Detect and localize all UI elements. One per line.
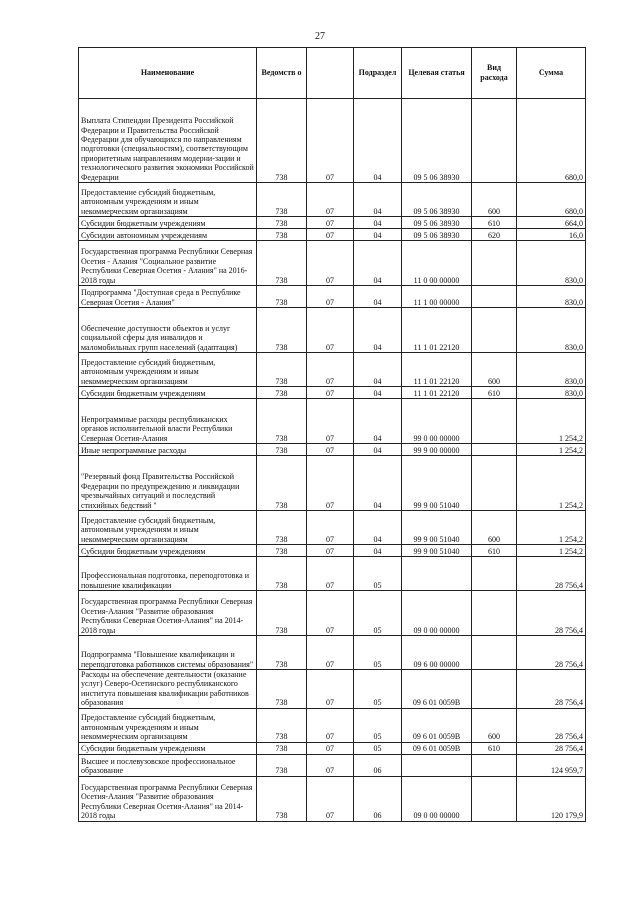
cell-vid bbox=[472, 591, 517, 636]
cell-razdel: 07 bbox=[307, 557, 354, 591]
cell-name: Предоставление субсидий бюджетным, автономным учреждениям и иным некоммерческим организациям bbox=[79, 183, 257, 217]
cell-podrazdel: 04 bbox=[354, 308, 402, 353]
cell-celevaya: 11 1 01 22120 bbox=[402, 308, 472, 353]
cell-vid: 620 bbox=[472, 229, 517, 241]
cell-celevaya: 09 0 00 00000 bbox=[402, 591, 472, 636]
cell-summa: 1 254,2 bbox=[517, 456, 586, 511]
cell-name: Непрограммные расходы республиканских органов исполнительной власти Республики Северная Осетия-Алания bbox=[79, 399, 257, 444]
col-header-vid: Вид расхода bbox=[472, 48, 517, 99]
col-header-vedomstvo: Ведомств о bbox=[257, 48, 307, 99]
cell-razdel: 07 bbox=[307, 754, 354, 776]
table-row bbox=[79, 444, 586, 456]
cell-celevaya: 09 5 06 38930 bbox=[402, 99, 472, 183]
table-row bbox=[79, 754, 586, 776]
cell-name: Иные непрограммные расходы bbox=[79, 444, 257, 456]
cell-vid bbox=[472, 776, 517, 821]
cell-celevaya bbox=[402, 557, 472, 591]
cell-vedomstvo: 738 bbox=[257, 217, 307, 229]
cell-vid: 610 bbox=[472, 217, 517, 229]
table-row bbox=[79, 286, 586, 308]
cell-podrazdel: 04 bbox=[354, 183, 402, 217]
cell-podrazdel: 04 bbox=[354, 217, 402, 229]
cell-razdel: 07 bbox=[307, 708, 354, 742]
cell-vedomstvo: 738 bbox=[257, 708, 307, 742]
cell-summa: 1 254,2 bbox=[517, 399, 586, 444]
cell-summa: 28 756,4 bbox=[517, 591, 586, 636]
cell-vid bbox=[472, 99, 517, 183]
cell-razdel: 07 bbox=[307, 217, 354, 229]
cell-vid: 610 bbox=[472, 545, 517, 557]
cell-razdel: 07 bbox=[307, 591, 354, 636]
cell-vedomstvo: 738 bbox=[257, 456, 307, 511]
cell-vid: 610 bbox=[472, 742, 517, 754]
table-row bbox=[79, 557, 586, 591]
cell-razdel: 07 bbox=[307, 456, 354, 511]
cell-vedomstvo: 738 bbox=[257, 241, 307, 286]
cell-celevaya: 99 9 00 51040 bbox=[402, 456, 472, 511]
cell-vedomstvo: 738 bbox=[257, 591, 307, 636]
table-row bbox=[79, 511, 586, 545]
cell-celevaya: 99 9 00 51040 bbox=[402, 511, 472, 545]
cell-razdel: 07 bbox=[307, 229, 354, 241]
table-row bbox=[79, 708, 586, 742]
cell-summa: 1 254,2 bbox=[517, 511, 586, 545]
cell-vedomstvo: 738 bbox=[257, 670, 307, 709]
cell-vid bbox=[472, 286, 517, 308]
cell-razdel: 07 bbox=[307, 545, 354, 557]
cell-vedomstvo: 738 bbox=[257, 387, 307, 399]
cell-celevaya: 99 9 00 51040 bbox=[402, 545, 472, 557]
cell-name: Подпрограмма "Доступная среда в Республике Северная Осетия - Алания" bbox=[79, 286, 257, 308]
table-row bbox=[79, 387, 586, 399]
cell-podrazdel: 04 bbox=[354, 99, 402, 183]
cell-name: Предоставление субсидий бюджетным, автономным учреждениям и иным некоммерческим организациям bbox=[79, 353, 257, 387]
cell-name: Выплата Стипендии Президента Российской Федерации и Правительства Российской Федерации для обучающихся по направлениям подготовки (специальностям), соответствующим приоритетным направлениям модерни-зации и технологического развития экономики Российской Федерации bbox=[79, 99, 257, 183]
cell-podrazdel: 05 bbox=[354, 670, 402, 709]
cell-summa: 120 179,9 bbox=[517, 776, 586, 821]
cell-summa: 830,0 bbox=[517, 241, 586, 286]
cell-podrazdel: 04 bbox=[354, 511, 402, 545]
col-header-razdel bbox=[307, 48, 354, 99]
cell-celevaya: 99 0 00 00000 bbox=[402, 399, 472, 444]
cell-summa: 830,0 bbox=[517, 387, 586, 399]
cell-name: Обеспечение доступности объектов и услуг социальной сферы для инвалидов и маломобильных групп населений (адаптация) bbox=[79, 308, 257, 353]
cell-celevaya: 09 5 06 38930 bbox=[402, 229, 472, 241]
cell-podrazdel: 04 bbox=[354, 387, 402, 399]
cell-podrazdel: 04 bbox=[354, 399, 402, 444]
cell-razdel: 07 bbox=[307, 286, 354, 308]
cell-razdel: 07 bbox=[307, 511, 354, 545]
cell-name: Государственная программа Республики Северная Осетия-Алания "Развитие образования Республики Северная Осетия-Алания" на 2014-2018 годы bbox=[79, 591, 257, 636]
cell-razdel: 07 bbox=[307, 399, 354, 444]
cell-razdel: 07 bbox=[307, 241, 354, 286]
cell-vedomstvo: 738 bbox=[257, 353, 307, 387]
cell-name: "Резервный фонд Правительства Российской Федерации по предупреждению и ликвидации чрезвычайных ситуаций и последствий стихийных бедствий " bbox=[79, 456, 257, 511]
cell-vedomstvo: 738 bbox=[257, 636, 307, 670]
table-row bbox=[79, 217, 586, 229]
cell-celevaya: 09 6 01 0059В bbox=[402, 670, 472, 709]
cell-celevaya: 09 6 01 0059В bbox=[402, 708, 472, 742]
cell-name: Профессиональная подготовка, переподготовка и повышение квалификации bbox=[79, 557, 257, 591]
table-row bbox=[79, 456, 586, 511]
cell-vid bbox=[472, 636, 517, 670]
cell-summa: 1 254,2 bbox=[517, 444, 586, 456]
cell-podrazdel: 04 bbox=[354, 444, 402, 456]
cell-summa: 28 756,4 bbox=[517, 636, 586, 670]
col-header-podrazdel: Подраздел bbox=[354, 48, 402, 99]
table-header-row bbox=[79, 48, 586, 99]
cell-vedomstvo: 738 bbox=[257, 286, 307, 308]
cell-vedomstvo: 738 bbox=[257, 399, 307, 444]
cell-vid: 600 bbox=[472, 183, 517, 217]
cell-razdel: 07 bbox=[307, 444, 354, 456]
cell-celevaya: 09 0 00 00000 bbox=[402, 776, 472, 821]
cell-podrazdel: 05 bbox=[354, 742, 402, 754]
col-header-summa: Сумма bbox=[517, 48, 586, 99]
cell-name: Государственная программа Республики Северная Осетия - Алания "Социальное развитие Республики Северная Осетия - Алания" на 2016-2018 годы bbox=[79, 241, 257, 286]
cell-summa: 124 959,7 bbox=[517, 754, 586, 776]
cell-celevaya: 09 6 00 00000 bbox=[402, 636, 472, 670]
table-row bbox=[79, 776, 586, 821]
page-number: 27 bbox=[315, 31, 325, 42]
table-row bbox=[79, 229, 586, 241]
cell-vid bbox=[472, 557, 517, 591]
cell-name: Субсидии бюджетным учреждениям bbox=[79, 742, 257, 754]
table-row bbox=[79, 399, 586, 444]
cell-vedomstvo: 738 bbox=[257, 444, 307, 456]
cell-celevaya: 11 1 01 22120 bbox=[402, 353, 472, 387]
table-row bbox=[79, 742, 586, 754]
cell-name: Предоставление субсидий бюджетным, автономным учреждениям и иным некоммерческим организациям bbox=[79, 511, 257, 545]
cell-vid: 600 bbox=[472, 511, 517, 545]
cell-name: Высшее и послевузовское профессиональное образование bbox=[79, 754, 257, 776]
cell-razdel: 07 bbox=[307, 776, 354, 821]
cell-name: Предоставление субсидий бюджетным, автономным учреждениям и иным некоммерческим организациям bbox=[79, 708, 257, 742]
cell-summa: 680,0 bbox=[517, 99, 586, 183]
col-header-name: Наименование bbox=[79, 48, 257, 99]
cell-vedomstvo: 738 bbox=[257, 545, 307, 557]
cell-podrazdel: 05 bbox=[354, 708, 402, 742]
cell-name: Расходы на обеспечение деятельности (оказание услуг) Северо-Осетинского республиканского института повышения квалификации работников образования bbox=[79, 670, 257, 709]
table-row bbox=[79, 591, 586, 636]
cell-podrazdel: 04 bbox=[354, 353, 402, 387]
cell-name: Субсидии бюджетным учреждениям bbox=[79, 387, 257, 399]
cell-summa: 830,0 bbox=[517, 286, 586, 308]
cell-celevaya: 99 9 00 00000 bbox=[402, 444, 472, 456]
cell-vid bbox=[472, 241, 517, 286]
cell-podrazdel: 05 bbox=[354, 557, 402, 591]
budget-table bbox=[78, 47, 586, 822]
cell-celevaya: 11 0 00 00000 bbox=[402, 241, 472, 286]
cell-celevaya: 11 1 00 00000 bbox=[402, 286, 472, 308]
cell-summa: 680,0 bbox=[517, 183, 586, 217]
cell-name: Субсидии бюджетным учреждениям bbox=[79, 545, 257, 557]
cell-summa: 28 756,4 bbox=[517, 742, 586, 754]
table-row bbox=[79, 308, 586, 353]
cell-summa: 16,0 bbox=[517, 229, 586, 241]
cell-podrazdel: 05 bbox=[354, 636, 402, 670]
cell-podrazdel: 04 bbox=[354, 229, 402, 241]
cell-podrazdel: 06 bbox=[354, 776, 402, 821]
cell-vedomstvo: 738 bbox=[257, 229, 307, 241]
cell-razdel: 07 bbox=[307, 670, 354, 709]
cell-vid bbox=[472, 308, 517, 353]
cell-podrazdel: 05 bbox=[354, 591, 402, 636]
cell-summa: 28 756,4 bbox=[517, 708, 586, 742]
cell-vid: 600 bbox=[472, 708, 517, 742]
cell-celevaya bbox=[402, 754, 472, 776]
cell-summa: 28 756,4 bbox=[517, 557, 586, 591]
cell-razdel: 07 bbox=[307, 636, 354, 670]
cell-vid bbox=[472, 670, 517, 709]
table-row bbox=[79, 545, 586, 557]
cell-razdel: 07 bbox=[307, 183, 354, 217]
table-row bbox=[79, 636, 586, 670]
cell-vid bbox=[472, 456, 517, 511]
table-row bbox=[79, 670, 586, 709]
cell-celevaya: 09 5 06 38930 bbox=[402, 183, 472, 217]
cell-vedomstvo: 738 bbox=[257, 742, 307, 754]
cell-summa: 830,0 bbox=[517, 308, 586, 353]
cell-celevaya: 09 5 06 38930 bbox=[402, 217, 472, 229]
cell-celevaya: 09 6 01 0059В bbox=[402, 742, 472, 754]
cell-vedomstvo: 738 bbox=[257, 776, 307, 821]
cell-razdel: 07 bbox=[307, 308, 354, 353]
cell-vid bbox=[472, 444, 517, 456]
cell-vedomstvo: 738 bbox=[257, 557, 307, 591]
table-row bbox=[79, 183, 586, 217]
cell-podrazdel: 04 bbox=[354, 456, 402, 511]
cell-razdel: 07 bbox=[307, 99, 354, 183]
table-row bbox=[79, 99, 586, 183]
cell-summa: 1 254,2 bbox=[517, 545, 586, 557]
cell-razdel: 07 bbox=[307, 742, 354, 754]
cell-vedomstvo: 738 bbox=[257, 511, 307, 545]
cell-vid bbox=[472, 399, 517, 444]
cell-podrazdel: 06 bbox=[354, 754, 402, 776]
cell-celevaya: 11 1 01 22120 bbox=[402, 387, 472, 399]
col-header-celevaya: Целевая статья bbox=[402, 48, 472, 99]
cell-vid: 610 bbox=[472, 387, 517, 399]
cell-name: Государственная программа Республики Северная Осетия-Алания "Развитие образования Республики Северная Осетия-Алания" на 2014-2018 годы bbox=[79, 776, 257, 821]
cell-summa: 28 756,4 bbox=[517, 670, 586, 709]
cell-vid bbox=[472, 754, 517, 776]
cell-podrazdel: 04 bbox=[354, 241, 402, 286]
cell-name: Субсидии автономным учреждениям bbox=[79, 229, 257, 241]
cell-vid: 600 bbox=[472, 353, 517, 387]
cell-summa: 664,0 bbox=[517, 217, 586, 229]
cell-vedomstvo: 738 bbox=[257, 99, 307, 183]
cell-razdel: 07 bbox=[307, 387, 354, 399]
cell-razdel: 07 bbox=[307, 353, 354, 387]
table-row bbox=[79, 241, 586, 286]
cell-vedomstvo: 738 bbox=[257, 183, 307, 217]
cell-podrazdel: 04 bbox=[354, 286, 402, 308]
cell-name: Субсидии бюджетным учреждениям bbox=[79, 217, 257, 229]
cell-vedomstvo: 738 bbox=[257, 754, 307, 776]
cell-summa: 830,0 bbox=[517, 353, 586, 387]
cell-name: Подпрограмма "Повышение квалификации и переподготовка работников системы образования" bbox=[79, 636, 257, 670]
cell-vedomstvo: 738 bbox=[257, 308, 307, 353]
cell-podrazdel: 04 bbox=[354, 545, 402, 557]
table-row bbox=[79, 353, 586, 387]
